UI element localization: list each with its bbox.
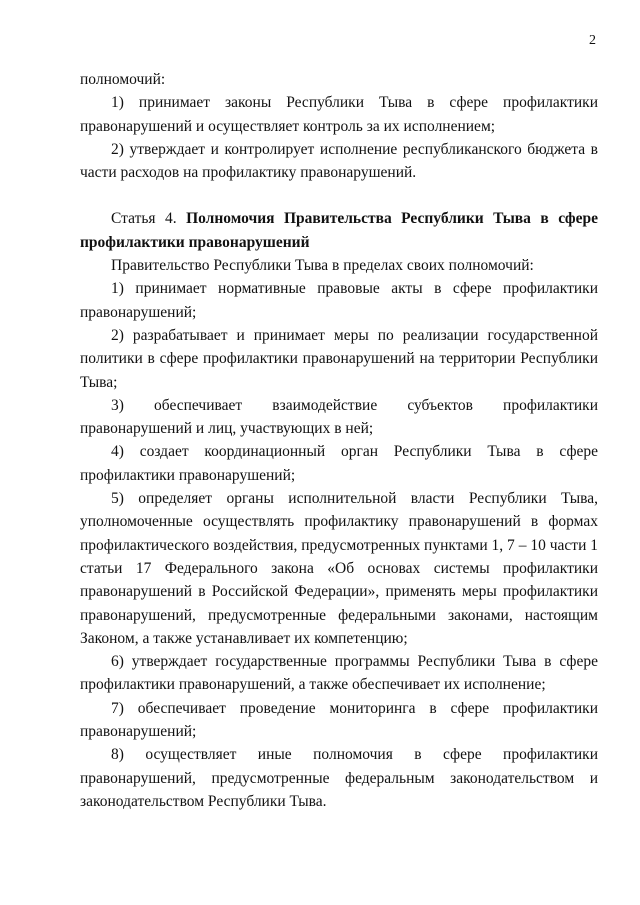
article-title: Полномочия Правительства Республики Тыва в сфере профилактики правонарушений bbox=[80, 210, 598, 251]
list-item: 7) обеспечивает проведение мониторинга в сфере профилактики правонарушений; bbox=[80, 699, 598, 741]
document-body bbox=[80, 68, 598, 813]
paragraph-gap bbox=[80, 184, 598, 207]
list-item: 3) обеспечивает взаимодействие субъектов профилактики правонарушений и лиц, участвующих в ней; bbox=[80, 396, 598, 438]
list-item: 4) создает координационный орган Республики Тыва в сфере профилактики правонарушений; bbox=[80, 443, 598, 484]
article-number-label: Статья 4. bbox=[111, 210, 177, 228]
list-item: 2) утверждает и контролирует исполнение республиканского бюджета в части расходов на профилактику правонарушений. bbox=[80, 140, 598, 182]
list-item: 5) определяет органы исполнительной власти Республики Тыва, уполномоченные осуществлять профилактику правонарушений в формах профилактического воздействия, предусмотренных пунктами 1, 7 – 10 части 1 статьи 17 Федерального закона «Об основах системы профилактики правонарушений в Российской Федерации», применять меры профилактики правонарушений, предусмотренные федеральными законами, настоящим Законом, а также устанавливает их компетенцию; bbox=[80, 490, 598, 647]
list-item: 2) разрабатывает и принимает меры по реализации государственной политики в сфере профилактики правонарушений на территории Республики Тыва; bbox=[80, 326, 598, 391]
list-item: 6) утверждает государственные программы Республики Тыва в сфере профилактики правонарушений, а также обеспечивает их исполнение; bbox=[80, 653, 598, 694]
list-item: 8) осуществляет иные полномочия в сфере профилактики правонарушений, предусмотренные федеральным законодательством и законодательством Республики Тыва. bbox=[80, 746, 598, 810]
article-heading bbox=[80, 207, 598, 254]
article-intro: Правительство Республики Тыва в пределах своих полномочий: bbox=[111, 257, 534, 275]
list-item: 1) принимает законы Республики Тыва в сфере профилактики правонарушений и осуществляет контроль за их исполнением; bbox=[80, 94, 598, 135]
page-number: 2 bbox=[589, 33, 596, 48]
list-item: 1) принимает нормативные правовые акты в сфере профилактики правонарушений; bbox=[80, 280, 598, 321]
continuation-text: полномочий: bbox=[80, 71, 166, 88]
